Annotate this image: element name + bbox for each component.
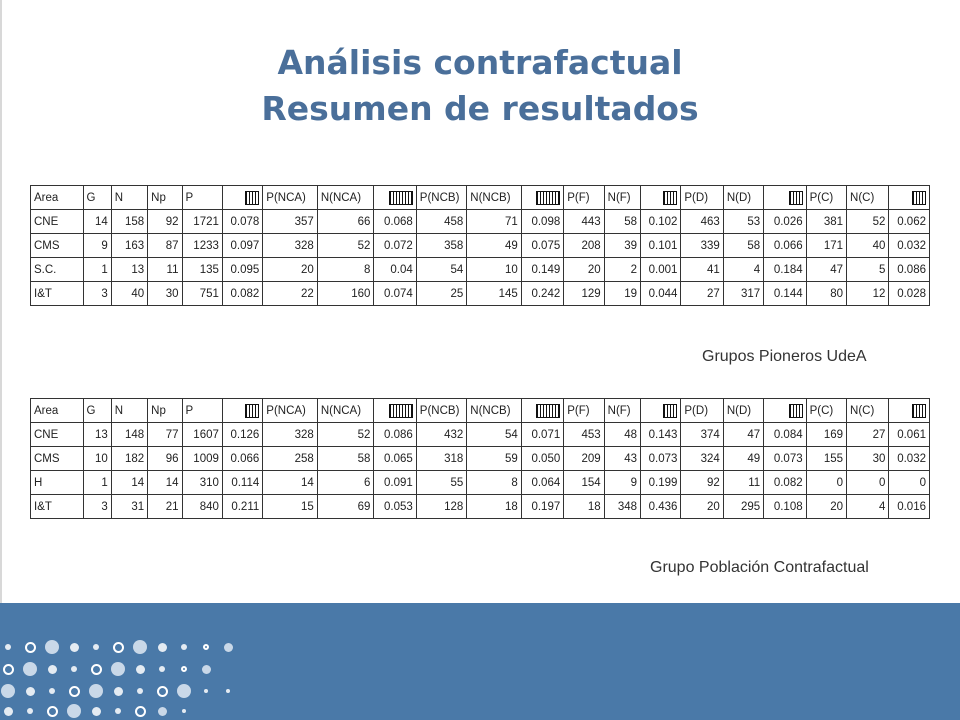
decorative-dot [49, 688, 55, 694]
table-cell: 0 [889, 471, 930, 495]
table-cell: 0.016 [889, 495, 930, 519]
header-cell: G [83, 186, 111, 210]
table-cell: 0.436 [641, 495, 681, 519]
table-cell: 0.053 [374, 495, 416, 519]
table-cell: 49 [723, 447, 763, 471]
table-cell: 324 [681, 447, 723, 471]
table-cell: 54 [467, 423, 522, 447]
table-cell: 13 [111, 258, 147, 282]
header-cell: N(NCA) [317, 399, 374, 423]
table-cell: 3 [83, 282, 111, 306]
table-cell: 374 [681, 423, 723, 447]
table-cell: 13 [83, 423, 111, 447]
title-line-2: Resumen de resultados [261, 89, 699, 128]
header-cell: Area [31, 186, 84, 210]
table-cell: 0.061 [889, 423, 930, 447]
decorative-dot [224, 643, 233, 652]
table-cell: 318 [416, 447, 467, 471]
header-symbol-icon [764, 399, 806, 423]
table-cell: 30 [847, 447, 889, 471]
table-row [31, 234, 930, 258]
table-row [31, 423, 930, 447]
header-cell: N [111, 399, 147, 423]
header-cell: N(D) [723, 186, 763, 210]
decorative-dot [69, 686, 80, 697]
header-symbol-icon [222, 186, 262, 210]
table-cell: 1 [83, 258, 111, 282]
table-cell: 8 [467, 471, 522, 495]
table-cell: 49 [467, 234, 522, 258]
table-cell: 20 [806, 495, 846, 519]
decorative-dot [71, 666, 77, 672]
table-cell: 20 [681, 495, 723, 519]
table-cell: 1607 [182, 423, 222, 447]
table-cell: 92 [681, 471, 723, 495]
table-cell: 71 [467, 210, 522, 234]
table-cell: 751 [182, 282, 222, 306]
symbol-glyph-icon [245, 191, 259, 205]
header-cell: N(NCB) [467, 186, 522, 210]
table-cell: 0.126 [222, 423, 262, 447]
symbol-glyph-icon [389, 404, 413, 418]
decorative-dot [70, 643, 79, 652]
header-cell: N(C) [847, 399, 889, 423]
table-cell: 443 [564, 210, 604, 234]
table-cell: 0.04 [374, 258, 416, 282]
table-cell: 22 [263, 282, 318, 306]
header-symbol-icon [889, 186, 930, 210]
decorative-dot [159, 666, 165, 672]
table-cell: 59 [467, 447, 522, 471]
table-cell: 10 [467, 258, 522, 282]
table-cell: 0.066 [222, 447, 262, 471]
table-cell: 87 [148, 234, 182, 258]
table-cell: 0.149 [521, 258, 563, 282]
header-cell: G [83, 399, 111, 423]
header-cell: N(NCB) [467, 399, 522, 423]
table-cell: 154 [564, 471, 604, 495]
table-cell: 0.086 [374, 423, 416, 447]
decorative-dot [114, 687, 123, 696]
table-cell: 145 [467, 282, 522, 306]
table-cell: 40 [847, 234, 889, 258]
table-cell: 0.211 [222, 495, 262, 519]
table-cell: 1 [83, 471, 111, 495]
row-label-cell: S.C. [31, 258, 84, 282]
decorative-dot [47, 706, 58, 717]
decorative-dot [5, 644, 11, 650]
table-cell: 169 [806, 423, 846, 447]
table-row [31, 447, 930, 471]
decorative-dot [93, 644, 99, 650]
table-cell: 6 [317, 471, 374, 495]
decorative-dot [26, 687, 35, 696]
table-cell: 0.082 [764, 471, 806, 495]
decorative-dot [135, 706, 146, 717]
table-cell: 258 [263, 447, 318, 471]
table-cell: 0.072 [374, 234, 416, 258]
decorative-dot [177, 684, 191, 698]
table-cell: 357 [263, 210, 318, 234]
table-cell: 0.032 [889, 447, 930, 471]
table-cell: 463 [681, 210, 723, 234]
header-cell: Area [31, 399, 84, 423]
table-cell: 453 [564, 423, 604, 447]
table-cell: 155 [806, 447, 846, 471]
table-cell: 12 [847, 282, 889, 306]
decorative-dot [157, 686, 168, 697]
symbol-glyph-icon [912, 404, 926, 418]
header-symbol-icon [764, 186, 806, 210]
table-cell: 3 [83, 495, 111, 519]
table-cell: 0.086 [889, 258, 930, 282]
table-cell: 160 [317, 282, 374, 306]
table-cell: 11 [148, 258, 182, 282]
decorative-dot [48, 665, 57, 674]
decorative-dot [89, 684, 103, 698]
title-line-1: Análisis contrafactual [277, 43, 683, 82]
table-cell: 0.050 [521, 447, 563, 471]
table-cell: 21 [148, 495, 182, 519]
table-cell: 66 [317, 210, 374, 234]
table-row [31, 210, 930, 234]
table-cell: 30 [148, 282, 182, 306]
row-label-cell: I&T [31, 495, 84, 519]
decorative-dot [226, 689, 230, 693]
table-cell: 0.242 [521, 282, 563, 306]
decorative-dot [203, 644, 209, 650]
table-cell: 10 [83, 447, 111, 471]
decorative-dot [23, 662, 37, 676]
header-cell: N(F) [604, 399, 640, 423]
header-cell: N(F) [604, 186, 640, 210]
results-table-contrafactual [30, 398, 930, 519]
table-cell: 171 [806, 234, 846, 258]
table1-caption: Grupos Pioneros UdeA [702, 348, 867, 365]
table-cell: 5 [847, 258, 889, 282]
table-cell: 15 [263, 495, 318, 519]
header-symbol-icon [521, 186, 563, 210]
table-cell: 40 [111, 282, 147, 306]
table-cell: 47 [723, 423, 763, 447]
table-cell: 0.084 [764, 423, 806, 447]
decorative-dot [67, 704, 81, 718]
decorative-dot [1, 684, 15, 698]
header-symbol-icon [641, 399, 681, 423]
decorative-dot [136, 665, 145, 674]
header-cell: Np [148, 399, 182, 423]
header-cell: P(NCB) [416, 399, 467, 423]
header-cell: P(C) [806, 186, 846, 210]
table-cell: 19 [604, 282, 640, 306]
table-cell: 310 [182, 471, 222, 495]
table-cell: 0.091 [374, 471, 416, 495]
table-cell: 0.102 [641, 210, 681, 234]
table-cell: 432 [416, 423, 467, 447]
table-cell: 47 [806, 258, 846, 282]
table-row [31, 258, 930, 282]
table-cell: 0 [847, 471, 889, 495]
row-label-cell: CNE [31, 210, 84, 234]
table-cell: 0.066 [764, 234, 806, 258]
header-symbol-icon [222, 399, 262, 423]
table-cell: 58 [723, 234, 763, 258]
table-cell: 458 [416, 210, 467, 234]
table-cell: 128 [416, 495, 467, 519]
row-label-cell: H [31, 471, 84, 495]
table-cell: 0.073 [764, 447, 806, 471]
table-cell: 0.064 [521, 471, 563, 495]
table-cell: 0.026 [764, 210, 806, 234]
decorative-dot [181, 644, 187, 650]
table-cell: 27 [847, 423, 889, 447]
table-cell: 11 [723, 471, 763, 495]
table-cell: 52 [317, 234, 374, 258]
table-cell: 0.114 [222, 471, 262, 495]
header-symbol-icon [889, 399, 930, 423]
table-cell: 358 [416, 234, 467, 258]
table-cell: 31 [111, 495, 147, 519]
table-cell: 53 [723, 210, 763, 234]
table-cell: 840 [182, 495, 222, 519]
table-cell: 14 [83, 210, 111, 234]
header-symbol-icon [374, 186, 416, 210]
table-cell: 8 [317, 258, 374, 282]
table-cell: 1721 [182, 210, 222, 234]
table-cell: 158 [111, 210, 147, 234]
table-row [31, 282, 930, 306]
table-cell: 0.078 [222, 210, 262, 234]
table-cell: 2 [604, 258, 640, 282]
decorative-dot [3, 664, 14, 675]
header-cell: P(D) [681, 399, 723, 423]
table-cell: 18 [467, 495, 522, 519]
decorative-dot [92, 707, 101, 716]
header-cell: P(F) [564, 399, 604, 423]
table-cell: 0.074 [374, 282, 416, 306]
table-cell: 0.098 [521, 210, 563, 234]
symbol-glyph-icon [389, 191, 413, 205]
table-cell: 14 [111, 471, 147, 495]
table-cell: 27 [681, 282, 723, 306]
table-cell: 208 [564, 234, 604, 258]
symbol-glyph-icon [245, 404, 259, 418]
decorative-dot [113, 642, 124, 653]
table-cell: 0.075 [521, 234, 563, 258]
table-cell: 48 [604, 423, 640, 447]
table-cell: 1009 [182, 447, 222, 471]
table-cell: 328 [263, 423, 318, 447]
table-cell: 0.184 [764, 258, 806, 282]
row-label-cell: CMS [31, 447, 84, 471]
results-table-pioneros [30, 185, 930, 306]
table-cell: 80 [806, 282, 846, 306]
decorative-dot [91, 664, 102, 675]
table-cell: 96 [148, 447, 182, 471]
header-cell: P(C) [806, 399, 846, 423]
table-cell: 129 [564, 282, 604, 306]
symbol-glyph-icon [789, 191, 803, 205]
table-cell: 25 [416, 282, 467, 306]
table-cell: 39 [604, 234, 640, 258]
table-cell: 209 [564, 447, 604, 471]
decorative-dot [27, 708, 33, 714]
table-cell: 20 [263, 258, 318, 282]
table-cell: 9 [604, 471, 640, 495]
decorative-dot [182, 709, 186, 713]
table-cell: 4 [847, 495, 889, 519]
table-cell: 381 [806, 210, 846, 234]
row-label-cell: CMS [31, 234, 84, 258]
table-cell: 163 [111, 234, 147, 258]
header-cell: P(F) [564, 186, 604, 210]
table-cell: 0.001 [641, 258, 681, 282]
table-cell: 0.065 [374, 447, 416, 471]
table-cell: 52 [317, 423, 374, 447]
table-cell: 14 [148, 471, 182, 495]
symbol-glyph-icon [536, 404, 560, 418]
table-cell: 54 [416, 258, 467, 282]
header-symbol-icon [374, 399, 416, 423]
table-cell: 43 [604, 447, 640, 471]
symbol-glyph-icon [789, 404, 803, 418]
table-cell: 52 [847, 210, 889, 234]
table-cell: 0.028 [889, 282, 930, 306]
symbol-glyph-icon [663, 404, 677, 418]
row-label-cell: I&T [31, 282, 84, 306]
table-header-row [31, 399, 930, 423]
header-cell: N(C) [847, 186, 889, 210]
table-cell: 69 [317, 495, 374, 519]
table-cell: 317 [723, 282, 763, 306]
table-cell: 0.197 [521, 495, 563, 519]
table-cell: 328 [263, 234, 318, 258]
table-cell: 0.071 [521, 423, 563, 447]
table-cell: 148 [111, 423, 147, 447]
table-cell: 0.097 [222, 234, 262, 258]
decorative-dot [111, 662, 125, 676]
decorative-dot [45, 640, 59, 654]
table-cell: 0.044 [641, 282, 681, 306]
table-cell: 0 [806, 471, 846, 495]
table-cell: 0.082 [222, 282, 262, 306]
header-cell: P(NCA) [263, 186, 318, 210]
header-cell: Np [148, 186, 182, 210]
header-cell: P [182, 186, 222, 210]
table-cell: 9 [83, 234, 111, 258]
table-cell: 295 [723, 495, 763, 519]
header-cell: P(D) [681, 186, 723, 210]
decorative-dot [115, 708, 121, 714]
symbol-glyph-icon [536, 191, 560, 205]
table-cell: 0.073 [641, 447, 681, 471]
symbol-glyph-icon [663, 191, 677, 205]
table-cell: 55 [416, 471, 467, 495]
header-cell: P(NCB) [416, 186, 467, 210]
header-cell: P [182, 399, 222, 423]
decorative-dot [202, 665, 211, 674]
header-symbol-icon [521, 399, 563, 423]
table-cell: 41 [681, 258, 723, 282]
footer-band [0, 603, 960, 720]
header-symbol-icon [641, 186, 681, 210]
table-cell: 182 [111, 447, 147, 471]
table-cell: 0.101 [641, 234, 681, 258]
decorative-dot [204, 689, 208, 693]
table-cell: 339 [681, 234, 723, 258]
table-cell: 135 [182, 258, 222, 282]
table-cell: 18 [564, 495, 604, 519]
table-cell: 77 [148, 423, 182, 447]
table-cell: 58 [604, 210, 640, 234]
header-cell: P(NCA) [263, 399, 318, 423]
header-cell: N(NCA) [317, 186, 374, 210]
table-cell: 92 [148, 210, 182, 234]
table-cell: 348 [604, 495, 640, 519]
table-cell: 58 [317, 447, 374, 471]
table-cell: 0.095 [222, 258, 262, 282]
decorative-dot [158, 707, 167, 716]
table-cell: 14 [263, 471, 318, 495]
table-row [31, 471, 930, 495]
decorative-dot [137, 688, 143, 694]
table-cell: 20 [564, 258, 604, 282]
table-cell: 0.068 [374, 210, 416, 234]
table-cell: 4 [723, 258, 763, 282]
table-cell: 0.144 [764, 282, 806, 306]
table2-caption: Grupo Población Contrafactual [650, 559, 869, 576]
header-cell: N(D) [723, 399, 763, 423]
table-row [31, 495, 930, 519]
decorative-dot [133, 640, 147, 654]
table-cell: 1233 [182, 234, 222, 258]
decorative-dot [158, 643, 167, 652]
table-cell: 0.108 [764, 495, 806, 519]
table-header-row [31, 186, 930, 210]
header-cell: N [111, 186, 147, 210]
table-cell: 0.199 [641, 471, 681, 495]
table-cell: 0.143 [641, 423, 681, 447]
decorative-dot [25, 642, 36, 653]
row-label-cell: CNE [31, 423, 84, 447]
decorative-dot [181, 666, 187, 672]
slide-title [0, 40, 960, 132]
decorative-dot [4, 707, 13, 716]
table-cell: 0.032 [889, 234, 930, 258]
symbol-glyph-icon [912, 191, 926, 205]
table-cell: 0.062 [889, 210, 930, 234]
